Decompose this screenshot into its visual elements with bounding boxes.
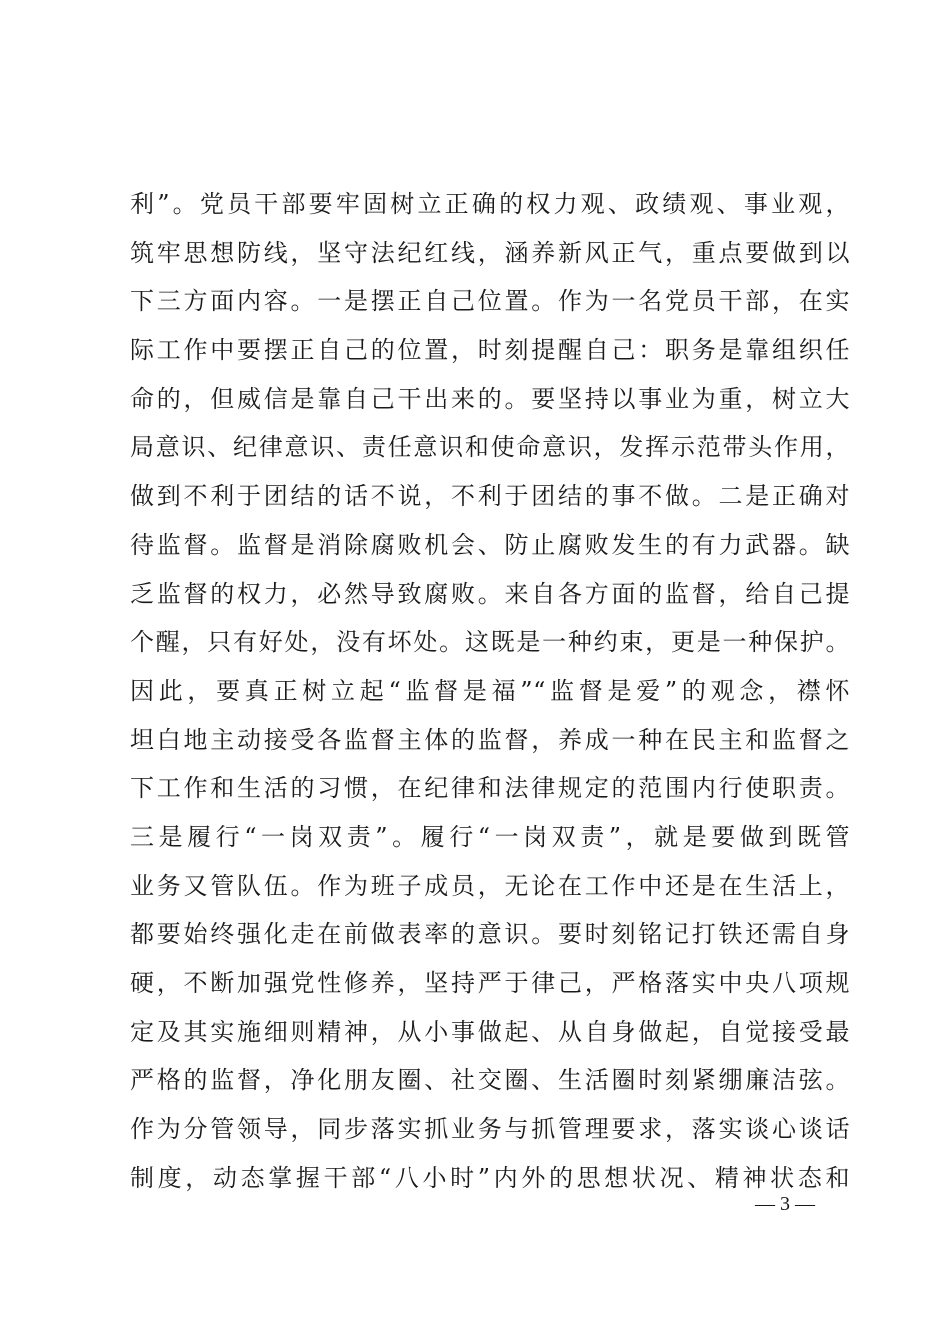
text-line: 下三方面内容。一是摆正自己位置。作为一名党员干部，在实	[130, 287, 850, 316]
text-line: 下工作和生活的习惯，在纪律和法律规定的范围内行使职责。	[130, 774, 850, 803]
text-line: 制度，动态掌握干部“八小时”内外的思想状况、精神状态和	[130, 1163, 850, 1192]
text-line: 业务又管队伍。作为班子成员，无论在工作中还是在生活上，	[130, 871, 850, 900]
text-line: 待监督。监督是消除腐败机会、防止腐败发生的有力武器。缺	[130, 530, 850, 559]
page-number: — 3 —	[755, 1193, 815, 1215]
text-line: 个醒，只有好处，没有坏处。这既是一种约束，更是一种保护。	[130, 628, 850, 657]
text-line: 作为分管领导，同步落实抓业务与抓管理要求，落实谈心谈话	[130, 1115, 850, 1144]
text-line: 局意识、纪律意识、责任意识和使命意识，发挥示范带头作用，	[130, 433, 850, 462]
text-line: 乏监督的权力，必然导致腐败。来自各方面的监督，给自己提	[130, 579, 850, 608]
text-line: 筑牢思想防线，坚守法纪红线，涵养新风正气，重点要做到以	[130, 238, 850, 267]
text-line: 坦白地主动接受各监督主体的监督，养成一种在民主和监督之	[130, 725, 850, 754]
text-line: 都要始终强化走在前做表率的意识。要时刻铭记打铁还需自身	[130, 920, 850, 949]
text-line: 因此，要真正树立起“监督是福”“监督是爱”的观念，襟怀	[130, 676, 850, 705]
body-text	[130, 180, 850, 1202]
text-line: 三是履行“一岗双责”。履行“一岗双责”，就是要做到既管	[130, 822, 850, 851]
text-line: 命的，但威信是靠自己干出来的。要坚持以事业为重，树立大	[130, 384, 850, 413]
text-line: 利”。党员干部要牢固树立正确的权力观、政绩观、事业观，	[130, 190, 850, 218]
text-line: 硬，不断加强党性修养，坚持严于律己，严格落实中央八项规	[130, 969, 850, 997]
text-line: 定及其实施细则精神，从小事做起、从自身做起，自觉接受最	[130, 1017, 850, 1046]
text-line: 际工作中要摆正自己的位置，时刻提醒自己：职务是靠组织任	[130, 336, 850, 365]
text-line: 做到不利于团结的话不说，不利于团结的事不做。二是正确对	[130, 482, 850, 511]
text-line: 严格的监督，净化朋友圈、社交圈、生活圈时刻紧绷廉洁弦。	[130, 1066, 850, 1095]
